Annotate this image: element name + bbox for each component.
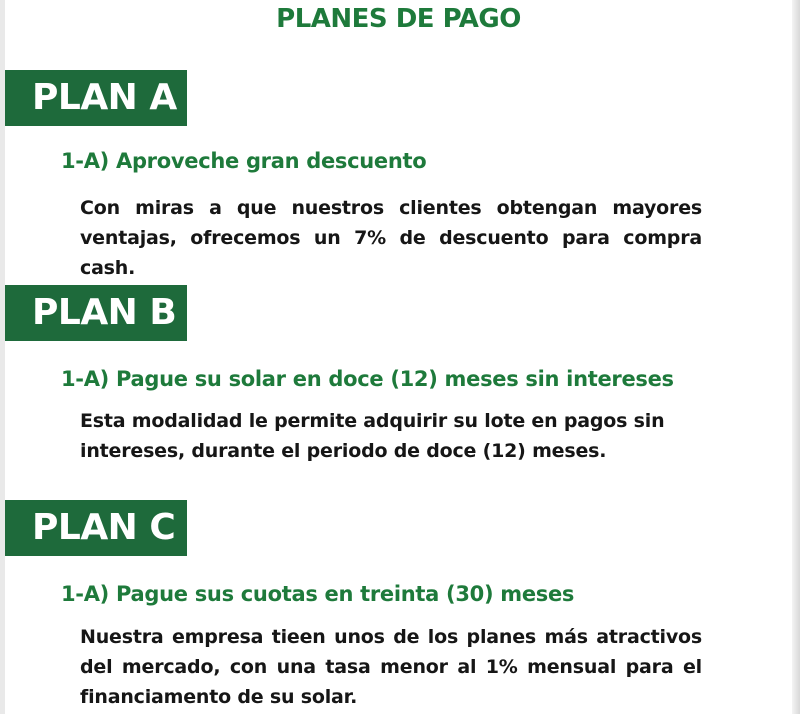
plan-a-subtitle: 1-A) Aproveche gran descuento xyxy=(61,149,427,173)
plan-b-banner: PLAN B xyxy=(5,285,187,341)
plan-a-banner: PLAN A xyxy=(5,70,187,126)
plan-c-body: Nuestra empresa tieen unos de los planes más atractivos del mercado, con una tasa menor al 1% mensual para el financiamento de su solar. xyxy=(80,626,702,708)
plan-b-subtitle: 1-A) Pague su solar en doce (12) meses sin intereses xyxy=(61,367,674,391)
page-edge-shadow xyxy=(792,0,800,714)
plan-b-body: Esta modalidad le permite adquirir su lote en pagos sin intereses, durante el periodo de doce (12) meses. xyxy=(80,410,665,462)
plan-c-subtitle: 1-A) Pague sus cuotas en treinta (30) meses xyxy=(61,582,575,606)
document-title: PLANES DE PAGO xyxy=(276,4,521,34)
plan-a-body: Con miras a que nuestros clientes obtengan mayores ventajas, ofrecemos un 7% de descuento para compra cash. xyxy=(80,197,702,279)
plan-c-banner: PLAN C xyxy=(5,500,187,556)
document-page xyxy=(5,0,792,714)
